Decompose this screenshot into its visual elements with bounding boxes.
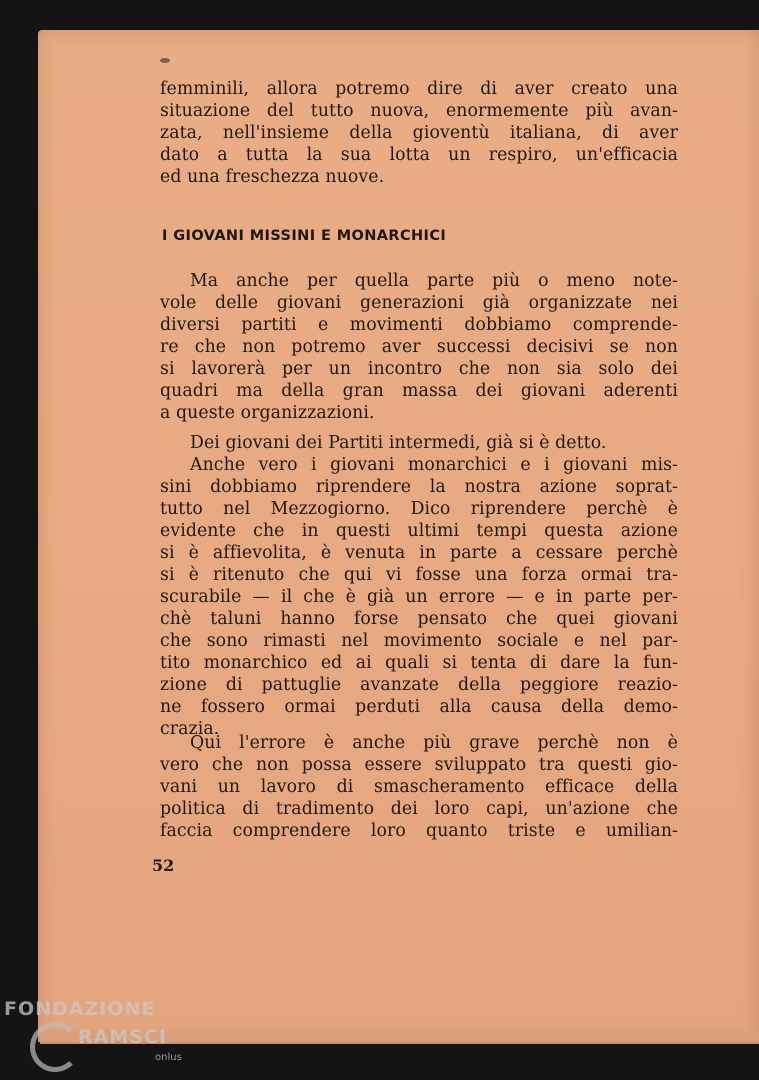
- text-line: diversi partiti e movimenti dobbiamo comprende-: [160, 315, 678, 335]
- text-line: ed una freschezza nuove.: [160, 167, 385, 187]
- text-line: vero che non possa essere sviluppato tra questi gio-: [160, 755, 678, 775]
- text-line: zione di pattuglie avanzate della peggiore reazio-: [160, 675, 678, 695]
- text-line: situazione del tutto nuova, enormemente più avan-: [160, 101, 678, 121]
- watermark-line2: RAMSCI: [78, 1026, 167, 1048]
- section-heading: I GIOVANI MISSINI E MONARCHICI: [162, 228, 447, 244]
- text-line: tito monarchico ed ai quali si tenta di dare la fun-: [160, 653, 678, 673]
- page-number: 52: [152, 856, 175, 875]
- text-line: zata, nell'insieme della gioventù italiana, di aver: [160, 123, 678, 143]
- g-logo-icon: [30, 1022, 80, 1072]
- text-line: Ma anche per quella parte più o meno note-: [190, 271, 678, 291]
- text-line: vani un lavoro di smascheramento efficace della: [160, 777, 678, 797]
- text-line: politica di tradimento dei loro capi, un'azione che: [160, 799, 678, 819]
- text-line: a queste organizzazioni.: [160, 403, 375, 423]
- text-line: dato a tutta la sua lotta un respiro, un'efficacia: [160, 145, 678, 165]
- text-line: faccia comprendere loro quanto triste e umilian-: [160, 821, 678, 841]
- watermark-line1: FONDAZIONE: [4, 998, 156, 1020]
- watermark-logo: [0, 994, 200, 1080]
- text-line: tutto nel Mezzogiorno. Dico riprendere perchè è: [160, 499, 678, 519]
- text-line: Qui l'errore è anche più grave perchè non è: [190, 733, 678, 753]
- text-line: Dei giovani dei Partiti intermedi, già si è detto.: [190, 433, 607, 453]
- ink-spot: [160, 58, 170, 63]
- text-line: re che non potremo aver successi decisivi se non: [160, 337, 678, 357]
- paragraph: [160, 732, 678, 842]
- text-line: ne fossero ormai perduti alla causa della demo-: [160, 697, 678, 717]
- text-line: scurabile — il che è già un errore — e in parte per-: [160, 587, 678, 607]
- text-line: crazia.: [160, 719, 220, 739]
- text-line: quadri ma della gran massa dei giovani aderenti: [160, 381, 678, 401]
- text-line: sini dobbiamo riprendere la nostra azione soprat-: [160, 477, 678, 497]
- paragraph: [160, 432, 678, 454]
- text-line: chè taluni hanno forse pensato che quei giovani: [160, 609, 678, 629]
- paragraph: [160, 270, 678, 424]
- text-line: si è ritenuto che qui vi fosse una forza ormai tra-: [160, 565, 678, 585]
- paragraph: [160, 454, 678, 740]
- intro-paragraph: [160, 78, 678, 188]
- text-line: Anche vero i giovani monarchici e i giovani mis-: [190, 455, 678, 475]
- text-line: femminili, allora potremo dire di aver creato una: [160, 79, 678, 99]
- text-line: si è affievolita, è venuta in parte a cessare perchè: [160, 543, 678, 563]
- text-line: evidente che in questi ultimi tempi questa azione: [160, 521, 678, 541]
- text-line: vole delle giovani generazioni già organizzate nei: [160, 293, 678, 313]
- text-line: si lavorerà per un incontro che non sia solo dei: [160, 359, 678, 379]
- watermark-onlus: onlus: [155, 1052, 182, 1063]
- text-line: che sono rimasti nel movimento sociale e nel par-: [160, 631, 678, 651]
